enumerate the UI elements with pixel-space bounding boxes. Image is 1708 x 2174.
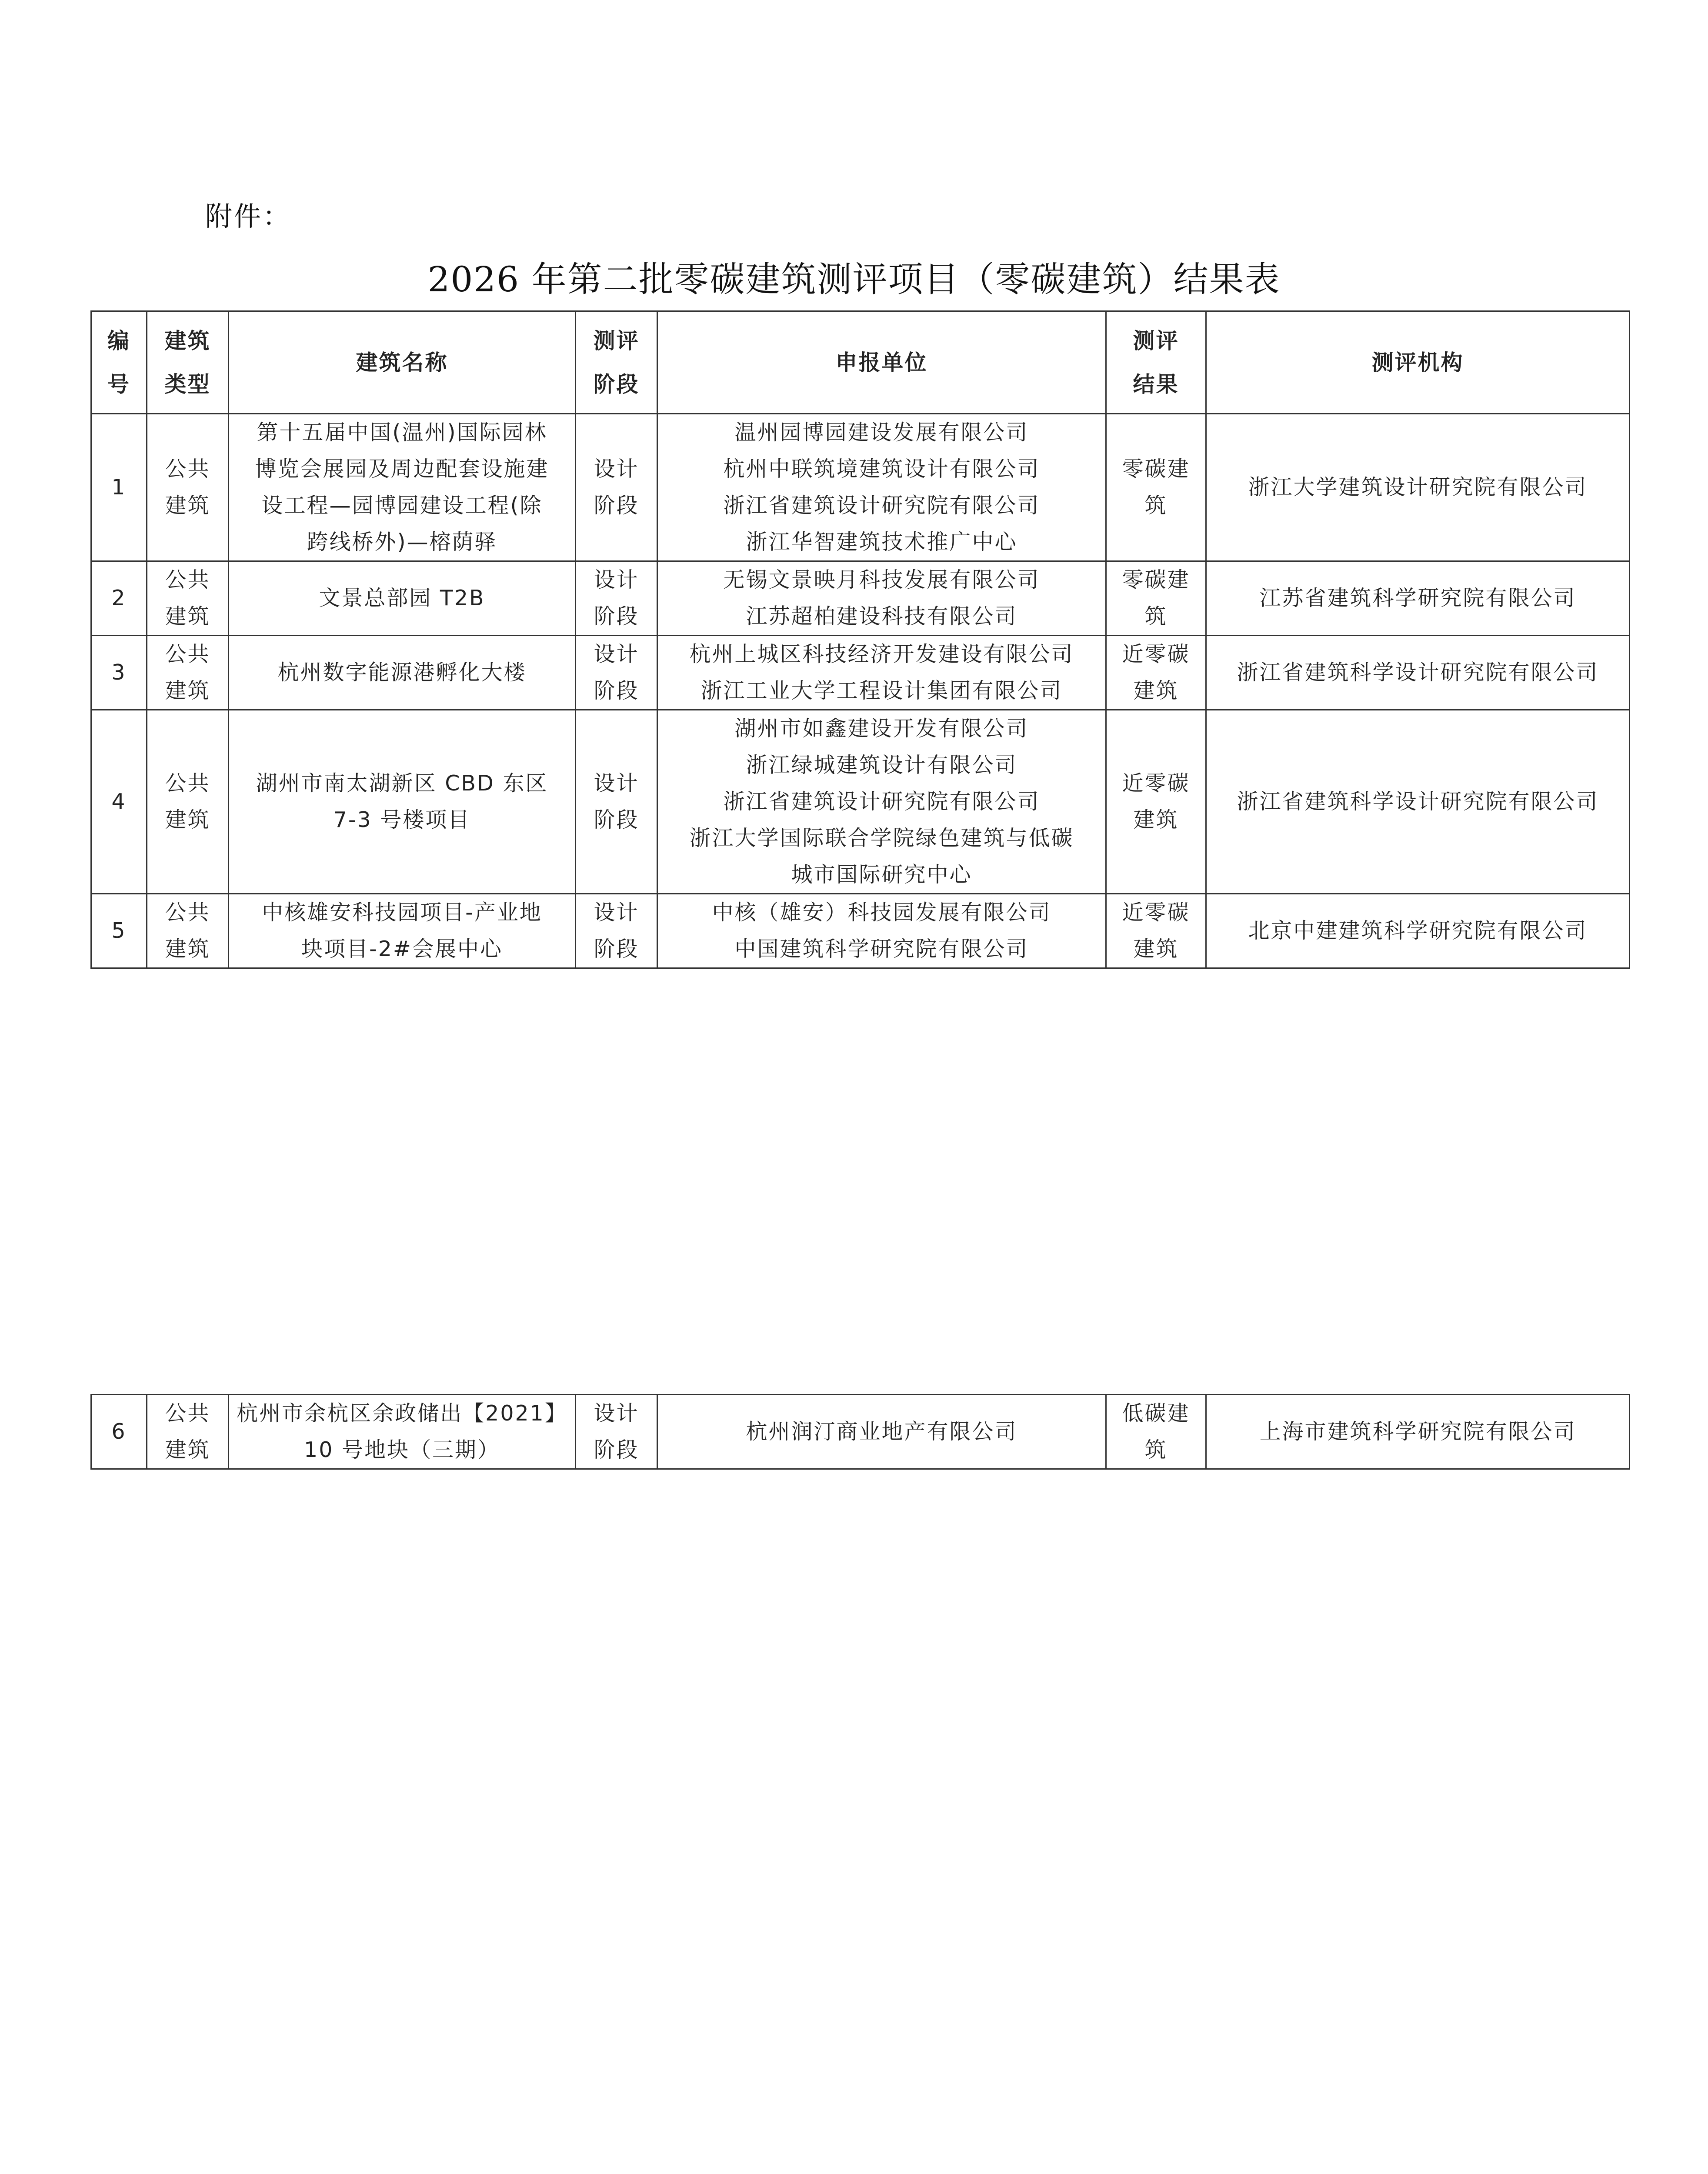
cell-line: 测评机构 (1371, 350, 1464, 375)
cell-line: 阶段 (594, 493, 639, 518)
cell-agency: 浙江省建筑科学设计研究院有限公司 (1206, 710, 1630, 894)
cell-line: 浙江大学国际联合学院绿色建筑与低碳 (689, 826, 1074, 850)
cell-units (657, 636, 1106, 710)
cell-line: 设计 (594, 567, 639, 592)
cell-line: 杭州润汀商业地产有限公司 (746, 1419, 1017, 1444)
cell-line: 筑 (1144, 493, 1168, 518)
cell-line: 中核（雄安）科技园发展有限公司 (712, 900, 1051, 925)
cell-line: 中核雄安科技园项目-产业地 (262, 900, 542, 925)
cell-line: 浙江华智建筑技术推广中心 (746, 530, 1017, 554)
cell-name (229, 710, 576, 894)
cell-line: 号 (107, 371, 130, 397)
cell-name (229, 414, 576, 561)
table-row (91, 710, 1630, 894)
cell-line: 零碳建 (1122, 567, 1190, 592)
cell-result (1106, 414, 1206, 561)
cell-line: 浙江绿城建筑设计有限公司 (746, 753, 1017, 777)
cell-line: 设计 (594, 900, 639, 925)
cell-line: 江苏超柏建设科技有限公司 (746, 604, 1017, 629)
cell-line: 建筑 (165, 937, 210, 961)
table-row (91, 894, 1630, 968)
cell-type (147, 414, 229, 561)
table-row (91, 561, 1630, 636)
cell-line: 建筑 (1133, 937, 1179, 961)
cell-no: 6 (91, 1395, 147, 1469)
cell-line: 阶段 (594, 604, 639, 629)
cell-result (1106, 894, 1206, 968)
cell-agency: 浙江省建筑科学设计研究院有限公司 (1206, 636, 1630, 710)
cell-line: 湖州市如鑫建设开发有限公司 (734, 716, 1029, 741)
cell-line: 浙江省建筑设计研究院有限公司 (723, 493, 1040, 518)
header-result (1106, 311, 1206, 414)
cell-no: 3 (91, 636, 147, 710)
cell-result (1106, 710, 1206, 894)
cell-line: 设计 (594, 457, 639, 481)
cell-agency: 江苏省建筑科学研究院有限公司 (1206, 561, 1630, 636)
cell-no: 5 (91, 894, 147, 968)
table-body-continued (91, 1395, 1630, 1469)
table-row (91, 636, 1630, 710)
cell-line: 建筑 (165, 493, 210, 518)
table-header-row (91, 311, 1630, 414)
cell-line: 申报单位 (835, 350, 928, 375)
cell-name (229, 1395, 576, 1469)
cell-stage (576, 561, 657, 636)
cell-line: 阶段 (594, 807, 639, 832)
cell-line: 7-3 号楼项目 (333, 807, 471, 832)
cell-line: 阶段 (593, 371, 640, 397)
cell-line: 建筑 (164, 328, 211, 353)
cell-line: 公共 (165, 771, 210, 796)
cell-line: 阶段 (594, 1437, 639, 1462)
cell-line: 公共 (165, 567, 210, 592)
cell-line: 无锡文景映月科技发展有限公司 (723, 567, 1040, 592)
cell-line: 跨线桥外)—榕荫驿 (307, 530, 497, 554)
cell-line: 设计 (594, 642, 639, 667)
cell-stage (576, 414, 657, 561)
header-stage (576, 311, 657, 414)
cell-type (147, 894, 229, 968)
cell-line: 温州园博园建设发展有限公司 (734, 420, 1029, 445)
cell-units (657, 894, 1106, 968)
cell-line: 杭州上城区科技经济开发建设有限公司 (689, 642, 1074, 667)
cell-line: 杭州市余杭区余政储出【2021】 (237, 1401, 567, 1426)
cell-line: 测评 (593, 328, 640, 353)
cell-line: 类型 (164, 371, 211, 397)
cell-line: 块项目-2#会展中心 (301, 937, 503, 961)
cell-no: 4 (91, 710, 147, 894)
cell-units (657, 561, 1106, 636)
cell-line: 公共 (165, 642, 210, 667)
cell-line: 第十五届中国(温州)国际园林 (257, 420, 547, 445)
cell-line: 筑 (1144, 604, 1168, 629)
cell-line: 近零碳 (1122, 900, 1190, 925)
cell-name (229, 894, 576, 968)
cell-type (147, 561, 229, 636)
cell-line: 筑 (1144, 1437, 1168, 1462)
cell-stage (576, 894, 657, 968)
cell-line: 建筑名称 (356, 350, 448, 375)
cell-line: 近零碳 (1122, 642, 1190, 667)
cell-line: 博览会展园及周边配套设施建 (255, 457, 549, 481)
cell-line: 公共 (165, 1401, 210, 1426)
table-row (91, 414, 1630, 561)
cell-line: 测评 (1133, 328, 1179, 353)
cell-line: 阶段 (594, 678, 639, 703)
cell-line: 湖州市南太湖新区 CBD 东区 (256, 771, 548, 796)
cell-result (1106, 636, 1206, 710)
header-agency (1206, 311, 1630, 414)
cell-agency: 浙江大学建筑设计研究院有限公司 (1206, 414, 1630, 561)
cell-line: 结果 (1133, 371, 1179, 397)
header-name (229, 311, 576, 414)
cell-line: 设计 (594, 1401, 639, 1426)
cell-result (1106, 561, 1206, 636)
table-body (91, 414, 1630, 968)
header-no (91, 311, 147, 414)
attachment-label: 附件： (205, 200, 292, 232)
cell-stage (576, 1395, 657, 1469)
results-table-continued (90, 1394, 1630, 1470)
cell-units (657, 414, 1106, 561)
cell-line: 建筑 (165, 807, 210, 832)
cell-line: 城市国际研究中心 (791, 862, 972, 887)
header-unit (657, 311, 1106, 414)
cell-line: 浙江省建筑设计研究院有限公司 (723, 789, 1040, 814)
cell-units (657, 1395, 1106, 1469)
cell-line: 杭州数字能源港孵化大楼 (277, 660, 527, 685)
cell-type (147, 636, 229, 710)
cell-name (229, 636, 576, 710)
cell-line: 浙江工业大学工程设计集团有限公司 (701, 678, 1063, 703)
header-type (147, 311, 229, 414)
cell-line: 建筑 (165, 1437, 210, 1462)
cell-type (147, 710, 229, 894)
page-title: 2026 年第二批零碳建筑测评项目（零碳建筑）结果表 (427, 259, 1281, 300)
cell-agency: 北京中建建筑科学研究院有限公司 (1206, 894, 1630, 968)
cell-line: 建筑 (1133, 807, 1179, 832)
cell-stage (576, 710, 657, 894)
cell-name (229, 561, 576, 636)
cell-line: 零碳建 (1122, 457, 1190, 481)
cell-line: 近零碳 (1122, 771, 1190, 796)
cell-line: 中国建筑科学研究院有限公司 (734, 937, 1029, 961)
cell-line: 编 (107, 328, 130, 353)
cell-result (1106, 1395, 1206, 1469)
cell-units (657, 710, 1106, 894)
cell-stage (576, 636, 657, 710)
cell-line: 公共 (165, 900, 210, 925)
cell-no: 1 (91, 414, 147, 561)
cell-line: 杭州中联筑境建筑设计有限公司 (723, 457, 1040, 481)
cell-no: 2 (91, 561, 147, 636)
cell-line: 建筑 (1133, 678, 1179, 703)
cell-line: 10 号地块（三期） (304, 1437, 500, 1462)
cell-type (147, 1395, 229, 1469)
cell-line: 低碳建 (1122, 1401, 1190, 1426)
results-table (90, 310, 1630, 969)
cell-line: 设计 (594, 771, 639, 796)
cell-line: 阶段 (594, 937, 639, 961)
cell-line: 设工程—园博园建设工程(除 (261, 493, 543, 518)
cell-line: 建筑 (165, 678, 210, 703)
cell-line: 公共 (165, 457, 210, 481)
cell-line: 建筑 (165, 604, 210, 629)
table-row (91, 1395, 1630, 1469)
cell-agency: 上海市建筑科学研究院有限公司 (1206, 1395, 1630, 1469)
cell-line: 文景总部园 T2B (319, 586, 485, 610)
